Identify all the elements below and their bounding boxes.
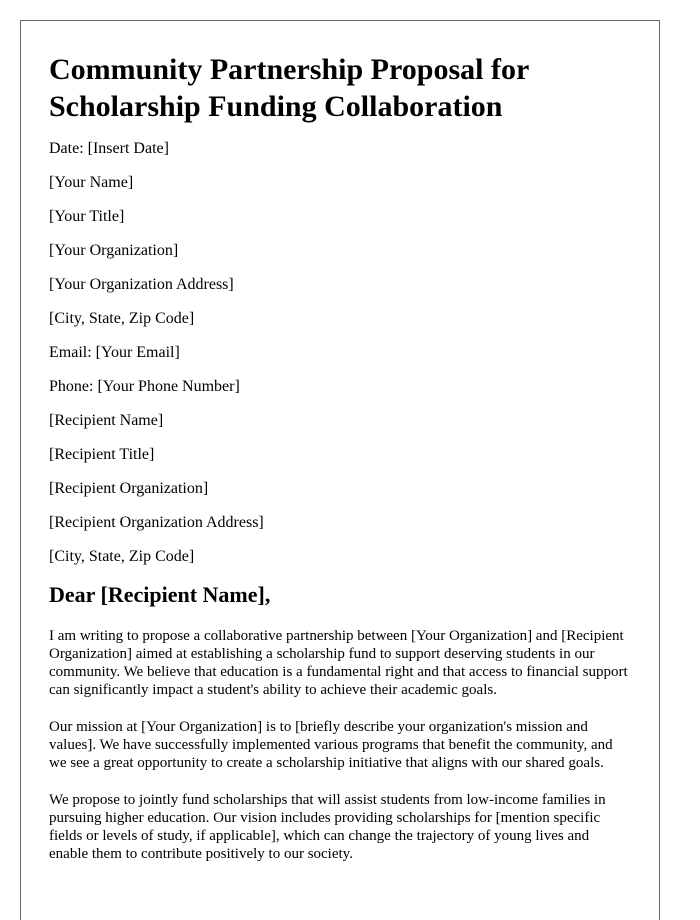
body-paragraph: Our mission at [Your Organization] is to [briefly describe your organization's mission and values]. We have successfully implemented various programs that benefit the community, and we see a great opportunity to create a scholarship initiative that aligns with our shared goals.: [49, 719, 613, 771]
sender-organization: [Your Organization]: [49, 242, 179, 259]
body-paragraph: We propose to jointly fund scholarships that will assist students from low-income families in pursuing higher education. Our vision includes providing scholarships for [mention specific fields or levels of study, if applicable], which can change the trajectory of young lives and enable them to contribute positively to our society.: [49, 792, 606, 862]
sender-address: [Your Organization Address]: [49, 276, 234, 293]
letter-page: [20, 20, 660, 920]
sender-email: Email: [Your Email]: [49, 344, 180, 361]
recipient-name: [Recipient Name]: [49, 412, 164, 429]
sender-city-state-zip: [City, State, Zip Code]: [49, 310, 195, 327]
sender-title: [Your Title]: [49, 208, 125, 225]
date-line: Date: [Insert Date]: [49, 140, 169, 157]
sender-name: [Your Name]: [49, 174, 134, 191]
recipient-title: [Recipient Title]: [49, 446, 155, 463]
recipient-organization: [Recipient Organization]: [49, 480, 209, 497]
document-title: Community Partnership Proposal for Scholarship Funding Collaboration: [49, 53, 529, 123]
address-block: [49, 139, 631, 566]
salutation: Dear [Recipient Name],: [49, 582, 271, 607]
sender-phone: Phone: [Your Phone Number]: [49, 378, 240, 395]
body-paragraph: I am writing to propose a collaborative partnership between [Your Organization] and [Recipient Organization] aimed at establishing a scholarship fund to support deserving students in our community. We believe that education is a fundamental right and that access to financial support can significantly impact a student's ability to achieve their academic goals.: [49, 628, 628, 698]
recipient-address: [Recipient Organization Address]: [49, 514, 264, 531]
recipient-city-state-zip: [City, State, Zip Code]: [49, 548, 195, 565]
